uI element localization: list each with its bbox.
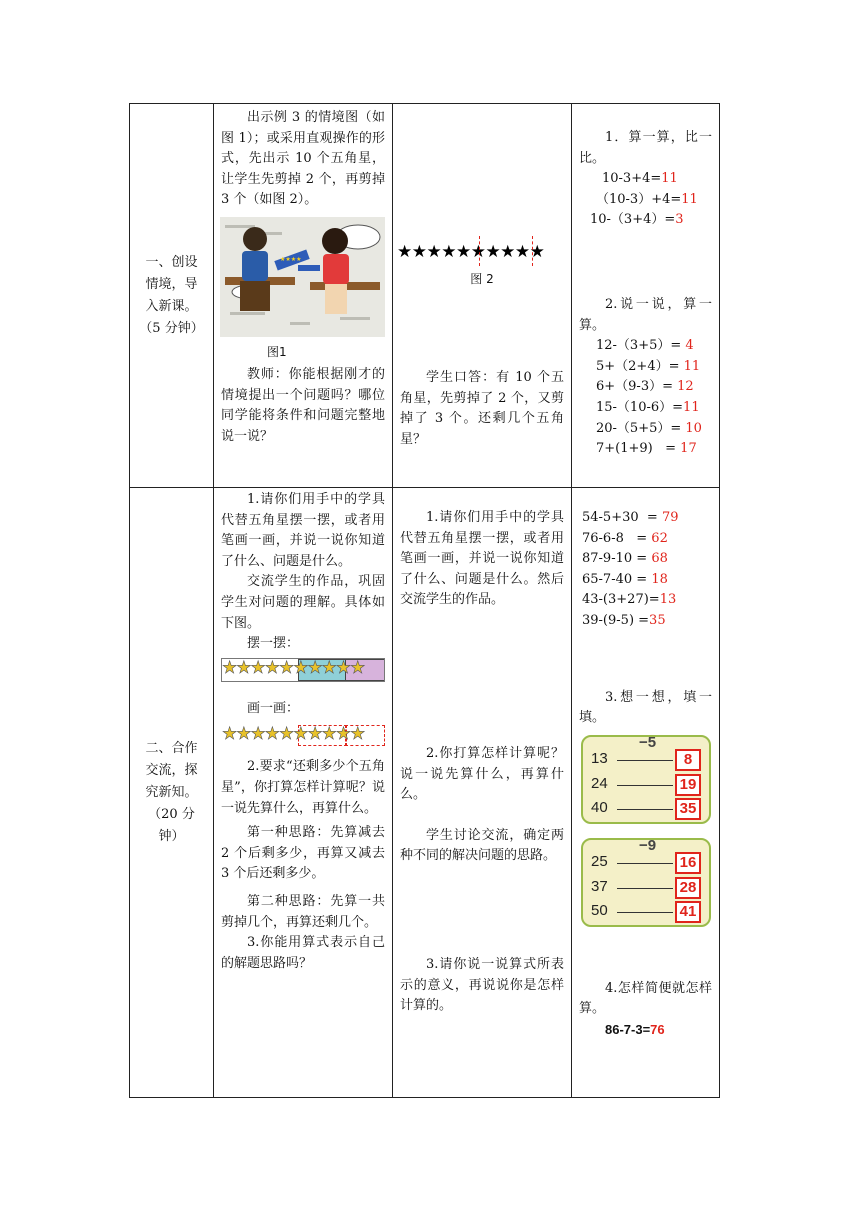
arrow xyxy=(617,912,673,913)
exercise1-title: 1．算一算，比一比。 xyxy=(579,130,712,166)
table-row xyxy=(130,488,720,1098)
calc-item: 76-6-8 = 62 xyxy=(582,530,668,546)
answer-box: 8 xyxy=(675,749,701,771)
arrow xyxy=(617,785,673,786)
children-cutting-stars-image xyxy=(220,217,385,337)
calc-item: 54-5+30 = 79 xyxy=(582,510,679,525)
draw-stars-figure xyxy=(221,725,385,747)
student-answer-text: 学生口答：有 10 个五角星，先剪掉了 2 个，又剪掉了 3 个。还剩几个五角星？ xyxy=(400,370,564,447)
stage-line: 钟） xyxy=(158,828,185,844)
input-number: 25 xyxy=(591,852,608,870)
star-row: ★★★★★★★★★★ xyxy=(222,657,365,678)
student-step1-text: 1.请你们用手中的学具代替五角星摆一摆，或者用笔画一画，并说一说你知道了什么、问题是什么。然后交流学生的作品。 xyxy=(400,510,564,608)
input-number: 37 xyxy=(591,877,608,895)
student-discussion-text: 学生讨论交流，确定两种不同的解决问题的思路。 xyxy=(400,827,564,864)
stage-line: 入新课。 xyxy=(145,298,198,314)
input-number: 24 xyxy=(591,774,608,792)
stage-line: 一、创设 xyxy=(145,254,198,270)
cut-line xyxy=(532,236,533,266)
first-idea-text: 第一种思路：先算减去 2 个后剩多少，再算又减去 3 个后还剩多少。 xyxy=(221,825,385,882)
lesson-plan-table xyxy=(129,103,720,1098)
table-row xyxy=(130,104,720,488)
fill-in-frame xyxy=(581,838,711,927)
calc-item: 39-(9-5) =35 xyxy=(582,612,666,628)
stage-line: 情境，导 xyxy=(145,276,198,292)
exercise1-item: （10-3）+4=11 xyxy=(596,191,698,207)
answer-box: 35 xyxy=(675,798,701,820)
answer-box: 16 xyxy=(675,852,701,874)
stage-line: 交流，探 xyxy=(145,762,198,778)
figure1-caption: 图1 xyxy=(267,344,287,359)
star-row: ★★★★★★★★★★ xyxy=(222,724,365,745)
arrange-stars-figure xyxy=(221,659,385,681)
teacher-step3-text: 3.你能用算式表示自己的解题思路吗？ xyxy=(221,935,385,971)
exercise-cell xyxy=(572,104,720,488)
input-number: 50 xyxy=(591,901,608,919)
exercise2-title: 2.说一说，算一算。 xyxy=(579,296,712,333)
teacher-exchange-text: 交流学生的作品，巩固学生对问题的理解。具体如下图。 xyxy=(221,574,385,631)
stage-line: 究新知。 xyxy=(145,784,198,800)
exercise2-item: 12-（3+5）= 4 xyxy=(596,338,694,354)
arrow xyxy=(617,760,673,761)
star-row: ★★★★★★★★★★ xyxy=(397,242,545,262)
exercise-cell xyxy=(572,488,720,1098)
arrow xyxy=(617,863,673,864)
exercise4-item: 86-7-3=76 xyxy=(605,1021,665,1037)
classroom-illustration xyxy=(220,217,385,337)
exercise4-title: 4.怎样简便就怎样算。 xyxy=(579,980,712,1017)
student-step3-text: 3.请你说一说算式所表示的意义，再说说你是怎样计算的。 xyxy=(400,956,564,1014)
operation-label: −9 xyxy=(639,836,657,854)
student-step2-text: 2.你打算怎样计算呢？说一说先算什么，再算什么。 xyxy=(400,745,564,803)
cut-line xyxy=(479,236,480,266)
draw-label: 画一画： xyxy=(247,700,300,716)
student-activity-cell xyxy=(393,104,572,488)
operation-label: −5 xyxy=(639,733,657,751)
answer-box: 19 xyxy=(675,774,701,796)
exercise2-item: 6+（9-3）= 12 xyxy=(596,379,694,395)
stage-line: 二、合作 xyxy=(145,740,198,756)
calc-item: 65-7-40 = 18 xyxy=(582,571,668,587)
teacher-step2-text: 2.要求“还剩多少个五角星”，你打算怎样计算呢？说一说先算什么，再算什么。 xyxy=(221,759,385,816)
figure2-stars xyxy=(393,242,571,262)
stage-line: （20 分 xyxy=(148,806,195,822)
input-number: 40 xyxy=(591,798,608,816)
teacher-activity-cell xyxy=(214,488,393,1098)
answer-box: 41 xyxy=(675,901,701,923)
exercise1-item: 10-3+4=11 xyxy=(602,171,678,187)
arrow xyxy=(617,809,673,810)
fill-in-frame xyxy=(581,735,711,824)
teacher-activity-cell xyxy=(214,104,393,488)
stage-cell xyxy=(130,488,214,1098)
arrow xyxy=(617,888,673,889)
arrange-label: 摆一摆： xyxy=(247,636,300,652)
stage-cell xyxy=(130,104,214,488)
teacher-step1-text: 1.请你们用手中的学具代替五角星摆一摆，或者用笔画一画，并说一说你知道了什么、问题是什么。 xyxy=(221,492,385,569)
exercise2-item: 5+（2+4）= 11 xyxy=(596,358,701,374)
svg-text:★★★★: ★★★★ xyxy=(280,255,302,263)
calc-item: 87-9-10 = 68 xyxy=(582,551,668,567)
teacher-intro-text: 出示例 3 的情境图（如图 1）；或采用直观操作的形式，先出示 10 个五角星，让学生先剪掉 2 个，再剪掉 3 个（如图 2）。 xyxy=(221,110,385,208)
answer-box: 28 xyxy=(675,877,701,899)
exercise2-item: 7+(1+9) = 17 xyxy=(596,441,697,457)
student-activity-cell xyxy=(393,488,572,1098)
figure2-caption: 图 2 xyxy=(470,272,494,286)
exercise2-item: 20-（5+5）= 10 xyxy=(596,420,702,436)
exercise3-title: 3.想一想，填一填。 xyxy=(579,689,712,726)
input-number: 13 xyxy=(591,749,608,767)
teacher-question-text: 教师：你能根据刚才的情境提出一个问题吗？哪位同学能将条件和问题完整地说一说？ xyxy=(221,366,385,444)
exercise1-item: 10-（3+4）=3 xyxy=(590,212,684,228)
second-idea-text: 第二种思路：先算一共剪掉几个，再算还剩几个。 xyxy=(221,893,385,930)
exercise2-item: 15-（10-6）=11 xyxy=(596,399,700,415)
calc-item: 43-(3+27)=13 xyxy=(582,592,677,608)
stage-line: （5 分钟） xyxy=(139,320,204,336)
